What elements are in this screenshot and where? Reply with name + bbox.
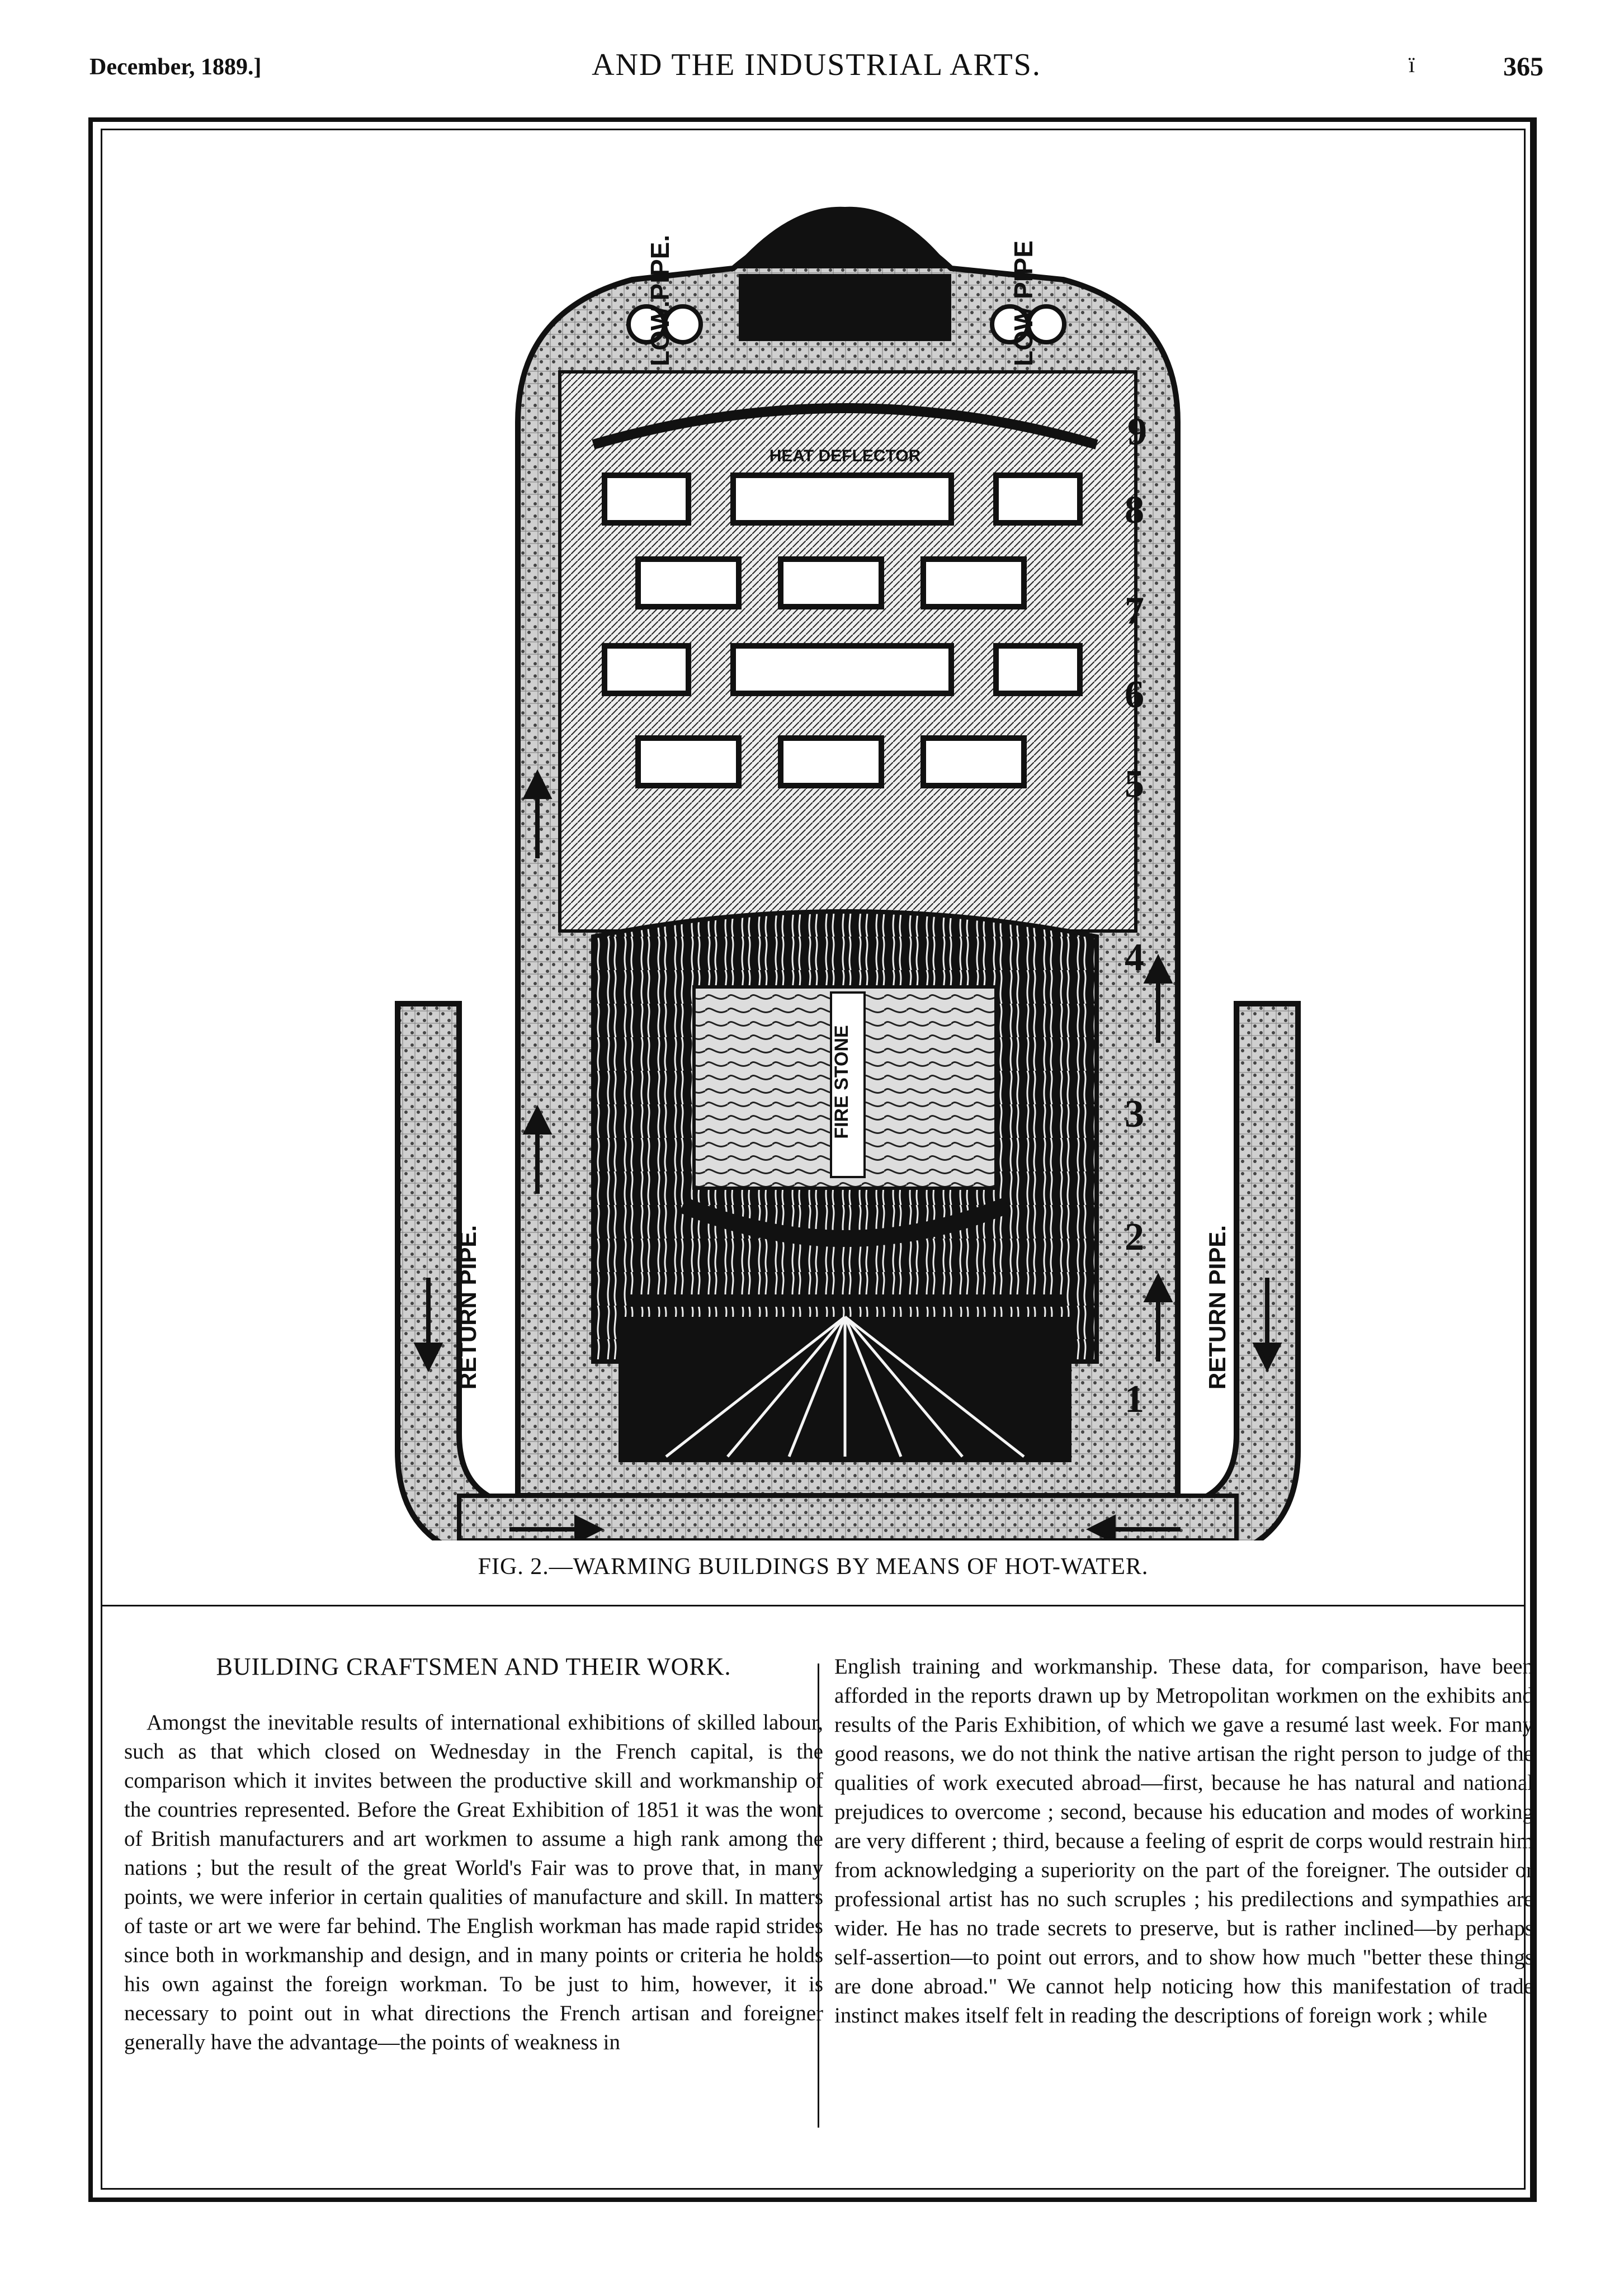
figure-caption: FIG. 2.—WARMING BUILDINGS BY MEANS OF HOT-WATER. bbox=[478, 1554, 1149, 1580]
article-right-column bbox=[834, 1652, 1533, 2030]
section-rule bbox=[101, 1605, 1526, 1606]
section-number-6: 6 bbox=[1125, 673, 1144, 716]
fire-stone-label: FIRE STONE bbox=[831, 1025, 852, 1139]
section-number-1: 1 bbox=[1125, 1378, 1144, 1421]
header-date: December, 1889.] bbox=[89, 54, 262, 80]
flow-pipe-label-right: LOW PIPE bbox=[1009, 240, 1038, 366]
grate-bar bbox=[627, 1294, 1063, 1307]
section-number-9: 9 bbox=[1127, 410, 1147, 453]
section-number-8: 8 bbox=[1125, 489, 1144, 532]
header-mark: ï bbox=[1408, 52, 1415, 77]
return-pipe-label-left: RETURN PIPE. bbox=[455, 1225, 481, 1390]
section-number-2: 2 bbox=[1125, 1216, 1144, 1259]
article-left-text: Amongst the inevitable results of international exhibitions of skilled labour, such as that which closed on Wednesday in the French capital, is the comparison which it invites between the productive skill and workmanship of the countries represented. Before the Great Exhibition of 1851 it was the wont of British manufacturers and art workmen to assume a high rank among the nations ; but the result of the great World's Fair was to prove that, in many points, we were inferior in certain qualities of manufacture and skill. In matters of taste or art we were far behind. The English workman has made rapid strides since both in workmanship and design, and in many points or criteria he holds his own against the foreign workman. To be just to him, however, it is necessary to point out in what directions the French artisan and foreigner generally have the advantage—the points of weakness in bbox=[124, 1710, 823, 2054]
article-title: BUILDING CRAFTSMEN AND THEIR WORK. bbox=[216, 1653, 731, 1680]
section-number-4: 4 bbox=[1125, 936, 1144, 979]
section-number-3: 3 bbox=[1125, 1093, 1144, 1136]
page-header bbox=[89, 44, 1543, 94]
running-title: AND THE INDUSTRIAL ARTS. bbox=[592, 48, 1041, 82]
flow-pipe-label-left: LOW.PIPE. bbox=[645, 234, 674, 366]
page-number: 365 bbox=[1503, 52, 1543, 82]
section-number-5: 5 bbox=[1125, 763, 1144, 806]
section-number-7: 7 bbox=[1125, 589, 1144, 632]
article-right-text: English training and workmanship. These data, for comparison, have been afforded in the reports drawn up by Metropolitan workmen on the exhibits and results of the Paris Exhibition, of which we gave a resumé last week. For many good reasons, we do not think the native artisan the right person to judge of the qualities of work executed abroad—first, because he has natural and national prejudices to overcome ; second, because his education and modes of working are very different ; third, because a feeling of esprit de corps would restrain him from acknowledging a superiority on the part of the foreigner. The outsider or professional artist has no such scruples ; his predilections and sympathies are wider. He has no trade secrets to preserve, but is rather inclined—by perhaps self-assertion—to point out errors, and to show how much "better these things are done abroad." We cannot help noticing how this manifestation of trade instinct makes itself felt in reading the descriptions of foreign work ; while bbox=[834, 1655, 1533, 2028]
boiler-illustration bbox=[101, 131, 1525, 1540]
return-pipe-label-right: RETURN PIPE. bbox=[1204, 1225, 1230, 1390]
top-chamber bbox=[739, 274, 951, 341]
heat-deflector-label: HEAT DEFLECTOR bbox=[769, 447, 921, 465]
boiler-dome bbox=[733, 207, 951, 268]
article-left-column bbox=[124, 1652, 823, 2057]
